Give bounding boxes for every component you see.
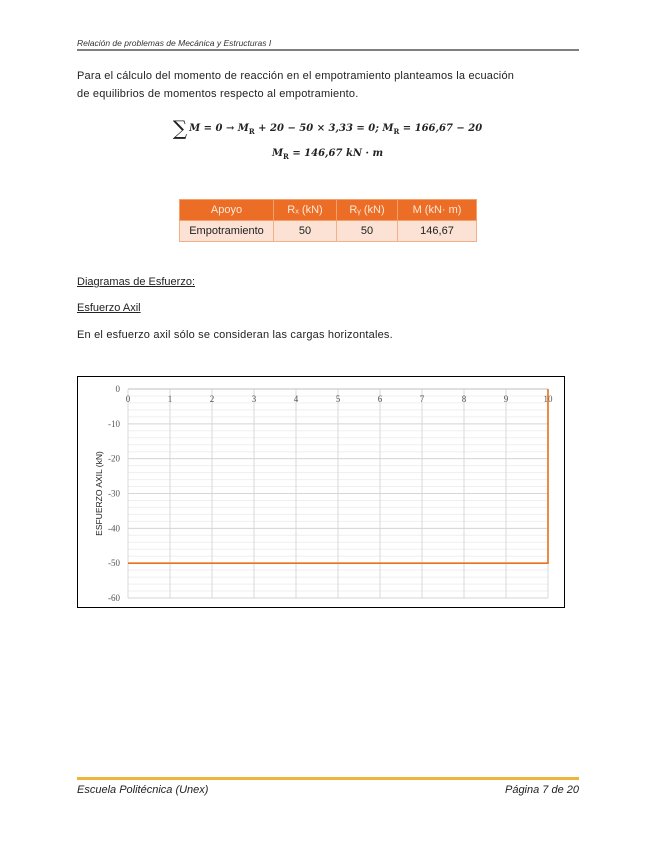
table-cell-ry: 50	[337, 221, 398, 242]
table-row	[180, 221, 477, 242]
table-header-row	[180, 200, 477, 221]
table-header-rx: Rₓ (kN)	[274, 200, 337, 221]
equation-moment-result	[0, 148, 655, 161]
eq1-sub-1: R	[248, 127, 255, 136]
chart-x-tick-label: 3	[251, 394, 257, 404]
axial-intro: En el esfuerzo axil sólo se consideran las cargas horizontales.	[77, 329, 393, 341]
chart-y-tick-label: -60	[108, 593, 120, 603]
sigma-symbol: ∑	[172, 116, 188, 140]
chart-y-tick-label: -40	[108, 523, 120, 534]
table-cell-support: Empotramiento	[180, 221, 274, 242]
eq2-sub: R	[283, 152, 289, 161]
table-header-moment: M (kN· m)	[398, 200, 477, 221]
chart-x-tick-label: 4	[293, 394, 299, 404]
chart-y-tick-label: -20	[108, 453, 120, 464]
chart-x-tick-label: 7	[419, 394, 425, 404]
chart-x-tick-label: 9	[503, 394, 509, 404]
axial-force-chart	[77, 376, 565, 608]
chart-x-tick-label: 0	[125, 394, 131, 404]
eq2-part-b: = 146,67 kN · m	[288, 148, 384, 159]
chart-x-tick-label: 8	[461, 394, 467, 404]
table-cell-rx: 50	[274, 221, 337, 242]
header-divider	[77, 49, 579, 51]
footer-page-number: Página 7 de 20	[504, 784, 579, 796]
axial-force-chart-svg	[78, 377, 564, 607]
chart-y-axis-label: ESFUERZO AXIL (kN)	[94, 451, 104, 536]
reactions-table	[179, 199, 477, 242]
chart-y-tick-label: -50	[108, 558, 120, 569]
intro-line-2: de equilibrios de momentos respecto al empotramiento.	[77, 88, 359, 100]
eq2-part-a: M	[271, 148, 284, 159]
chart-y-tick-label: -10	[108, 418, 120, 429]
chart-x-tick-label: 5	[335, 394, 341, 404]
chart-y-tick-label: 0	[115, 384, 120, 394]
diagrams-title: Diagramas de Esfuerzo:	[77, 276, 195, 288]
chart-x-tick-label: 10	[543, 394, 553, 404]
equation-moment-balance	[0, 116, 655, 140]
eq1-part-a: M = 0 → M	[189, 123, 249, 134]
table-header-ry: Rᵧ (kN)	[337, 200, 398, 221]
intro-line-1: Para el cálculo del momento de reacción en el empotramiento planteamos la ecuación	[77, 70, 515, 82]
footer-divider	[77, 777, 579, 780]
table-cell-moment: 146,67	[398, 221, 477, 242]
chart-x-tick-label: 1	[167, 394, 173, 404]
footer-school: Escuela Politécnica (Unex)	[77, 784, 209, 796]
table-header-support: Apoyo	[180, 200, 274, 221]
eq1-part-c: = 166,67 − 20	[399, 123, 483, 134]
chart-x-tick-label: 2	[209, 394, 215, 404]
chart-x-tick-label: 6	[377, 394, 383, 404]
eq1-part-b: + 20 − 50 × 3,33 = 0; M	[254, 123, 394, 134]
header-title: Relación de problemas de Mecánica y Estructuras I	[77, 38, 272, 48]
chart-y-tick-label: -30	[108, 488, 120, 499]
eq1-sub-2: R	[393, 127, 400, 136]
axial-title: Esfuerzo Axil	[77, 302, 141, 314]
